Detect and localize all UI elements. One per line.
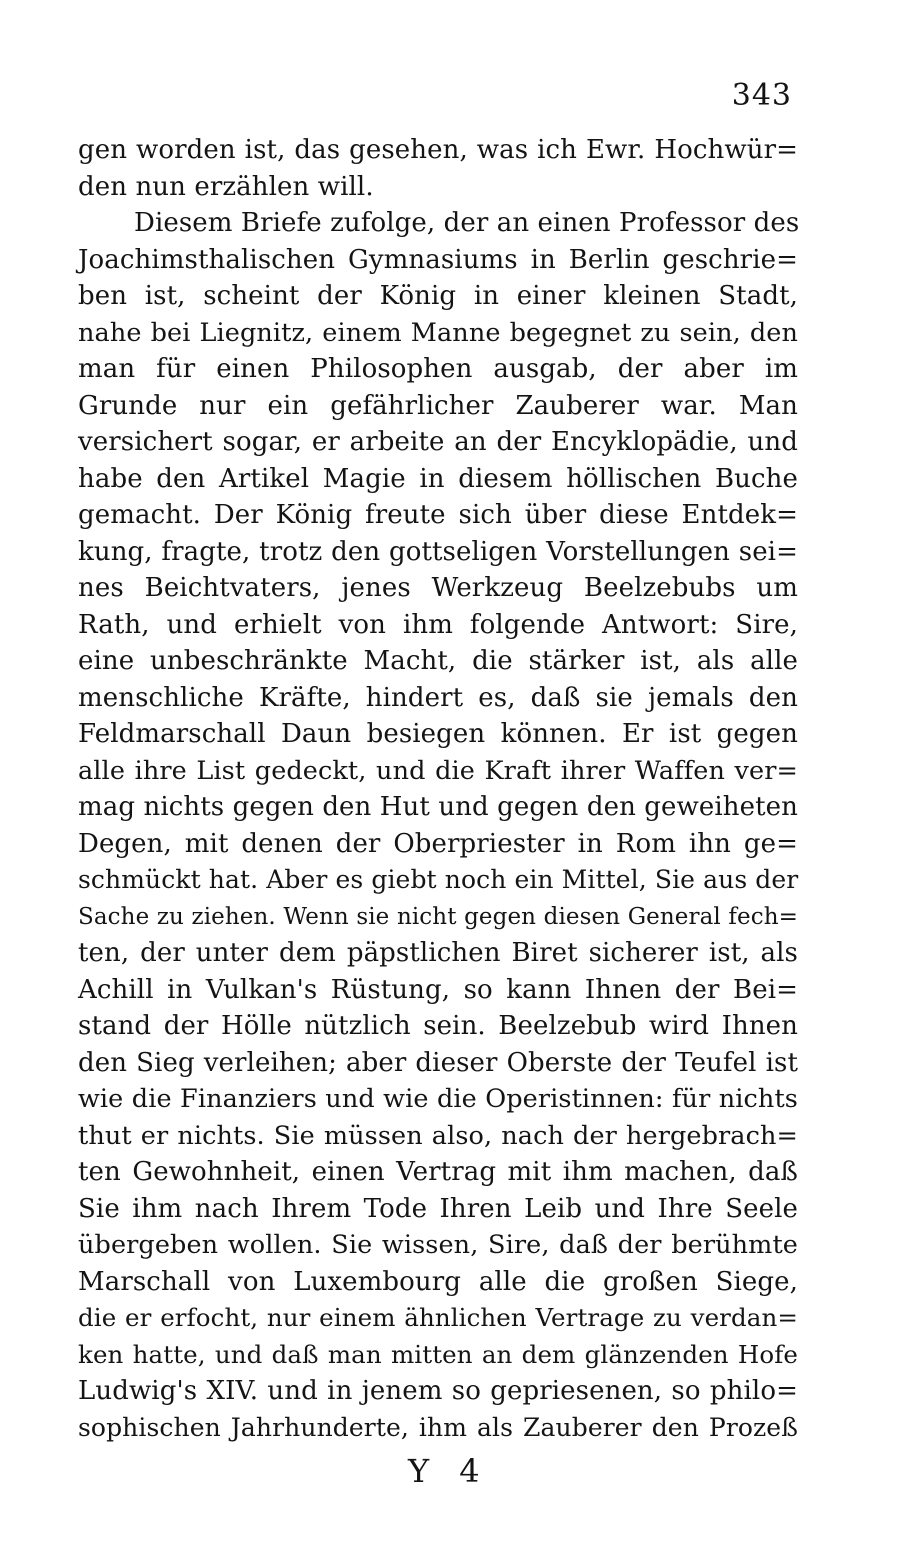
text-line: kung, fragte, trotz den gottseligen Vorstellungen sei= (78, 536, 798, 567)
text-line: menschliche Kräfte, hindert es, daß sie jemals den (78, 682, 798, 713)
text-line: Rath, und erhielt von ihm folgende Antwort: Sire, (78, 609, 798, 640)
text-line: versichert sogar, er arbeite an der Encyklopädie, und (78, 427, 798, 457)
text-line: Diesem Briefe zufolge, der an einen Professor des (134, 208, 800, 238)
text-line: sophischen Jahrhunderte, ihm als Zauberer den Prozeß (78, 1412, 798, 1442)
page-number: 343 (731, 78, 792, 113)
text-line: übergeben wollen. Sie wissen, Sire, daß der berühmte (78, 1230, 798, 1260)
text-line: Marschall von Luxembourg alle die großen Siege, (78, 1266, 798, 1297)
text-line: Feldmarschall Daun besiegen können. Er ist gegen (78, 719, 798, 749)
text-line: Grunde nur ein gefährlicher Zauberer war. Man (78, 390, 798, 421)
text-line: habe den Artikel Magie in diesem höllischen Buche (78, 463, 798, 494)
text-line: schmückt hat. Aber es giebt noch ein Mittel, Sie aus der (78, 865, 799, 894)
text-line: Degen, mit denen der Oberpriester in Rom ihn ge= (78, 828, 798, 859)
text-line: den Sieg verleihen; aber dieser Oberste der Teufel ist (78, 1047, 798, 1078)
text-line: Achill in Vulkan's Rüstung, so kann Ihnen der Bei= (78, 974, 798, 1005)
text-line: gen worden ist, das gesehen, was ich Ewr. Hochwür= (78, 135, 798, 165)
text-line: Sache zu ziehen. Wenn sie nicht gegen diesen General fech= (78, 903, 798, 930)
text-line: Joachimsthalischen Gymnasiums in Berlin geschrie= (78, 244, 798, 275)
text-line: Ludwig's XIV. und in jenem so gepriesenen, so philo= (78, 1376, 798, 1406)
text-line: alle ihre List gedeckt, und die Kraft ihrer Waffen ver= (78, 755, 798, 786)
text-line: Sie ihm nach Ihrem Tode Ihren Leib und Ihre Seele (78, 1193, 798, 1224)
text-line: ken hatte, und daß man mitten an dem glänzenden Hofe (78, 1339, 798, 1369)
text-line: ben ist, scheint der König in einer kleinen Stadt, (78, 281, 798, 311)
text-line: gemacht. Der König freute sich über diese Entdek= (78, 500, 798, 530)
text-line: ten Gewohnheit, einen Vertrag mit ihm machen, daß (78, 1157, 798, 1187)
text-line: stand der Hölle nützlich sein. Beelzebub wird Ihnen (78, 1011, 798, 1041)
body-text (78, 132, 798, 1446)
text-line: ten, der unter dem päpstlichen Biret sicherer ist, als (78, 938, 798, 968)
text-line: den nun erzählen will. (78, 171, 374, 202)
text-line: wie die Finanziers und wie die Operistinnen: für nichts (78, 1084, 798, 1114)
text-line: mag nichts gegen den Hut und gegen den geweiheten (78, 792, 798, 822)
text-line: eine unbeschränkte Macht, die stärker ist, als alle (78, 646, 798, 676)
text-line: die er erfocht, nur einem ähnlichen Vertrage zu verdan= (78, 1303, 798, 1332)
text-line: man für einen Philosophen ausgab, der aber im (78, 354, 798, 384)
text-line: nes Beichtvaters, jenes Werkzeug Beelzebubs um (78, 573, 798, 603)
signature-mark: Y 4 (408, 1452, 490, 1490)
text-line: nahe bei Liegnitz, einem Manne begegnet zu sein, den (78, 317, 798, 348)
text-line: thut er nichts. Sie müssen also, nach der hergebrach= (78, 1120, 798, 1151)
